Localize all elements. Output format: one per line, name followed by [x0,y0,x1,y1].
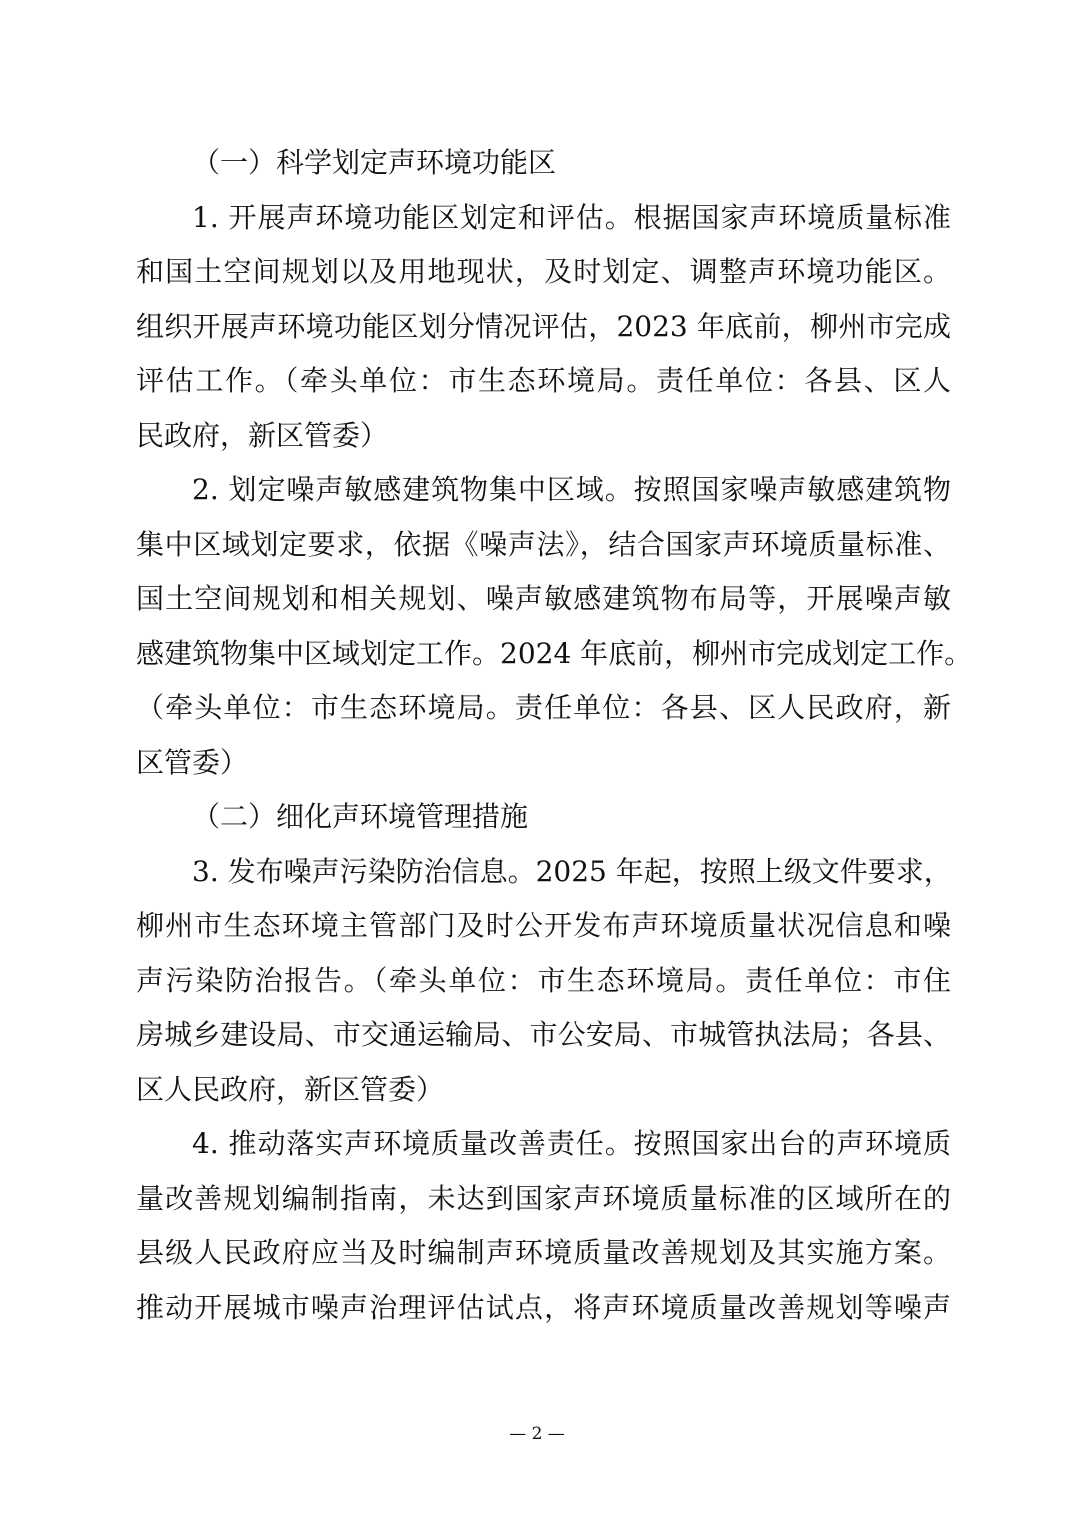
paragraph-line: 3. 发布噪声污染防治信息。2025 年起，按照上级文件要求， [192,854,952,888]
page-number: — 2 — [509,1424,565,1444]
section-heading: （一）科学划定声环境功能区 [192,146,557,179]
paragraph-line: 房城乡建设局、市交通运输局、市公安局、市城管执法局；各县、 [136,1018,951,1051]
paragraph-line: 集中区域划定要求，依据《噪声法》，结合国家声环境质量标准、 [136,527,951,561]
paragraph-line: 民政府，新区管委） [136,418,389,452]
paragraph-line: 2. 划定噪声敏感建筑物集中区域。按照国家噪声敏感建筑物 [192,473,951,506]
paragraph-line: 区管委） [136,745,249,779]
paragraph-line: 和国土空间规划以及用地现状，及时划定、调整声环境功能区。 [136,255,951,288]
paragraph-line: 量改善规划编制指南，未达到国家声环境质量标准的区域所在的 [136,1181,951,1215]
document-body [136,136,973,1335]
paragraph-line: 组织开展声环境功能区划分情况评估，2023 年底前，柳州市完成 [136,309,951,343]
paragraph-line: 柳州市生态环境主管部门及时公开发布声环境质量状况信息和噪 [136,909,951,942]
paragraph-line: 国土空间规划和相关规划、噪声敏感建筑物布局等，开展噪声敏 [136,582,951,615]
paragraph-line: 感建筑物集中区域划定工作。2024 年底前，柳州市完成划定工作。 [136,636,973,670]
paragraph-line: 4. 推动落实声环境质量改善责任。按照国家出台的声环境质 [192,1127,951,1160]
paragraph-line: 声污染防治报告。（牵头单位：市生态环境局。责任单位：市住 [136,963,951,997]
paragraph-line: 县级人民政府应当及时编制声环境质量改善规划及其实施方案。 [136,1236,951,1269]
section-heading: （二）细化声环境管理措施 [192,800,529,833]
paragraph-line: 1. 开展声环境功能区划定和评估。根据国家声环境质量标准 [192,200,951,234]
paragraph-line: 推动开展城市噪声治理评估试点，将声环境质量改善规划等噪声 [136,1290,951,1324]
paragraph-line: （牵头单位：市生态环境局。责任单位：各县、区人民政府，新 [136,691,951,724]
paragraph-line: 区人民政府，新区管委） [136,1072,445,1106]
paragraph-line: 评估工作。（牵头单位：市生态环境局。责任单位：各县、区人 [136,364,951,397]
